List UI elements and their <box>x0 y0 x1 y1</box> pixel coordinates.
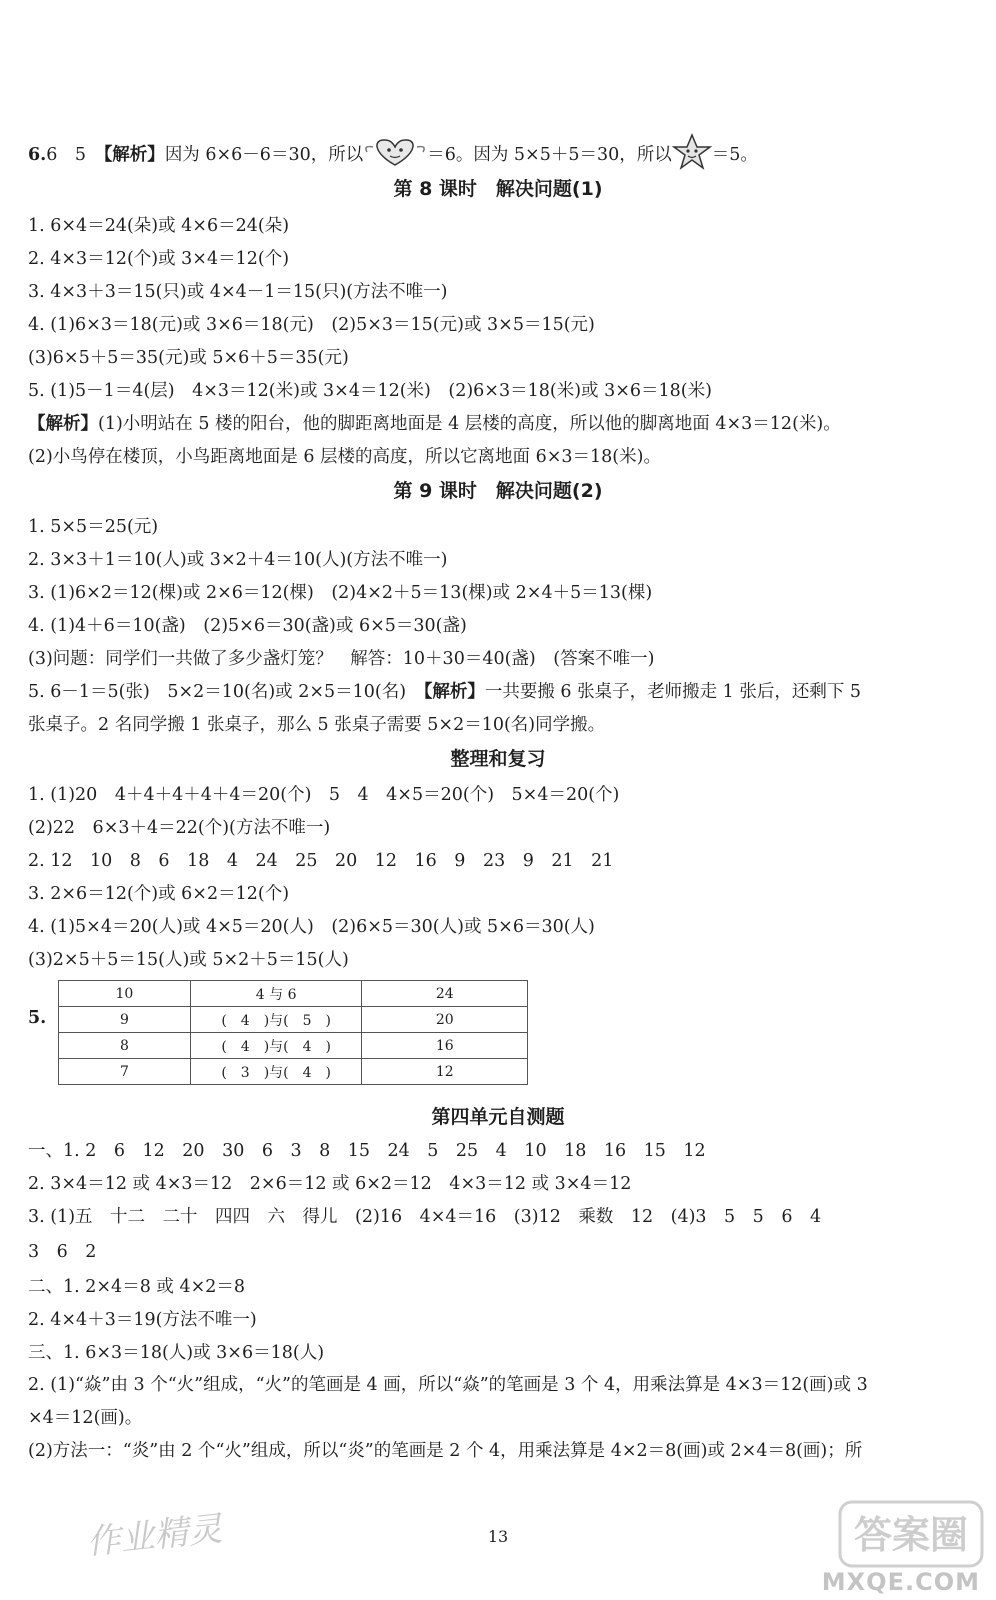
analysis-line <box>28 412 972 436</box>
analysis-tag: 【解析】 <box>28 414 98 434</box>
table-cell: 4 与 6 <box>190 981 362 1007</box>
answer-line: 2. 4×4＋3＝19(方法不唯一) <box>28 1310 257 1330</box>
table-cell: 10 <box>59 981 191 1007</box>
watermark-url: MXQE.COM <box>821 1568 980 1596</box>
answer-line: 1. (1)20 4＋4＋4＋4＋4＝20(个) 5 4 4×5＝20(个) 5×4＝20(个) <box>28 785 620 805</box>
answer-line: 3. 4×3＋3＝15(只)或 4×4－1＝15(只)(方法不唯一) <box>28 282 448 302</box>
table-cell: 20 <box>362 1007 528 1033</box>
answer-line: 5. (1)5－1＝4(层) 4×3＝12(米)或 3×4＝12(米) (2)6×3＝18(米)或 3×6＝18(米) <box>28 381 712 401</box>
answer-line: ×4＝12(画)。 <box>28 1408 143 1428</box>
answer-text: 5. 6－1＝5(张) 5×2＝10(名)或 2×5＝10(名) <box>28 682 424 702</box>
answer-line: (2)22 6×3＋4＝22(个)(方法不唯一) <box>28 818 331 838</box>
answer-line-6 <box>28 132 972 179</box>
answer-line: 2. 12 10 8 6 18 4 24 25 20 12 16 9 23 9 21 21 <box>28 851 614 871</box>
section-title: 整理和复习 <box>450 748 546 770</box>
section-title: 第 8 课时 解决问题(1) <box>393 178 603 200</box>
table-row <box>59 1059 528 1085</box>
analysis-text: 因为 6×6－6＝30，所以 <box>164 145 364 165</box>
answer-line: (2)方法一：“炎”由 2 个“火”组成，所以“炎”的笔画是 2 个 4，用乘法算是 4×2＝8(画)或 2×4＝8(画)；所 <box>28 1441 863 1461</box>
table-cell: 7 <box>59 1059 191 1085</box>
answer-line: (3)2×5＋5＝15(人)或 5×2＋5＝15(人) <box>28 950 349 970</box>
table-cell: 8 <box>59 1033 191 1059</box>
answer-line: 3 6 2 <box>28 1242 97 1262</box>
analysis-text: ＝6。因为 5×5＋5＝30，所以 <box>427 145 672 165</box>
answer-line: (3)6×5＋5＝35(元)或 5×6＋5＝35(元) <box>28 348 349 368</box>
answer-line: 4. (1)4＋6＝10(盏) (2)5×6＝30(盏)或 6×5＝30(盏) <box>28 616 467 636</box>
analysis-line: (2)小鸟停在楼顶，小鸟距离地面是 6 层楼的高度，所以它离地面 6×3＝18(米)。 <box>28 447 661 467</box>
answer-line: 2. 3×4＝12 或 4×3＝12 2×6＝12 或 6×2＝12 4×3＝12 或 3×4＝12 <box>28 1174 632 1194</box>
answer-line: 3. 2×6＝12(个)或 6×2＝12(个) <box>28 884 290 904</box>
table-cell: 16 <box>362 1033 528 1059</box>
answer-line: 2. 3×3＋1＝10(人)或 3×2＋4＝10(人)(方法不唯一) <box>28 550 448 570</box>
answer-line: 3. (1)五 十二 二十 四四 六 得儿 (2)16 4×4＝16 (3)12 乘数 12 (4)3 5 5 6 4 <box>28 1207 822 1227</box>
answer-line: 1. 5×5＝25(元) <box>28 517 159 537</box>
answer-line: 一、1. 2 6 12 20 30 6 3 8 15 24 5 25 4 10 18 16 15 12 <box>28 1141 706 1161</box>
page-number: 13 <box>487 1527 509 1546</box>
watermark-logo-text: 答案圈 <box>853 1513 969 1557</box>
watermark-logo <box>836 1494 986 1572</box>
answer-text: 6 5 <box>46 145 87 165</box>
table-cell: ( 4 )与( 4 ) <box>190 1033 362 1059</box>
answer-line: 2. 4×3＝12(个)或 3×4＝12(个) <box>28 249 290 269</box>
answer-line: 3. (1)6×2＝12(棵)或 2×6＝12(棵) (2)4×2＋5＝13(棵)或 2×4＋5＝13(棵) <box>28 583 653 603</box>
analysis-tag: 【解析】 <box>103 145 165 165</box>
answer-line: (3)问题：同学们一共做了多少盏灯笼？ 解答：10＋30＝40(盏) (答案不唯一) <box>28 649 655 669</box>
answer-line: 三、1. 6×3＝18(人)或 3×6＝18(人) <box>28 1343 325 1363</box>
table-row <box>59 1007 528 1033</box>
answer-line: 4. (1)6×3＝18(元)或 3×6＝18(元) (2)5×3＝15(元)或 3×5＝15(元) <box>28 315 595 335</box>
table-row <box>59 1033 528 1059</box>
answer-line: 二、1. 2×4＝8 或 4×2＝8 <box>28 1277 246 1297</box>
table-cell: 24 <box>362 981 528 1007</box>
question-number: 6. <box>28 145 47 165</box>
answer-line: 1. 6×4＝24(朵)或 4×6＝24(朵) <box>28 216 290 236</box>
table-cell: ( 3 )与( 4 ) <box>190 1059 362 1085</box>
star-face-icon <box>672 132 712 179</box>
analysis-text: 一共要搬 6 张桌子，老师搬走 1 张后，还剩下 5 <box>484 682 862 702</box>
section-title: 第四单元自测题 <box>431 1106 565 1128</box>
table-cell: 12 <box>362 1059 528 1085</box>
answer-line <box>28 680 972 704</box>
section-title: 第 9 课时 解决问题(2) <box>393 480 603 502</box>
answer-line: 4. (1)5×4＝20(人)或 4×5＝20(人) (2)6×5＝30(人)或 5×6＝30(人) <box>28 917 595 937</box>
heart-face-icon <box>363 137 427 174</box>
watermark-bottom-left: 作业精灵 <box>84 1508 225 1563</box>
analysis-tag: 【解析】 <box>423 682 485 702</box>
answer-line: 2. (1)“焱”由 3 个“火”组成，“火”的笔画是 4 画，所以“焱”的笔画是 3 个 4，用乘法算是 4×3＝12(画)或 3 <box>28 1375 868 1395</box>
answer-table <box>58 980 528 1085</box>
analysis-text: ＝5。 <box>711 145 758 165</box>
analysis-text: (1)小明站在 5 楼的阳台，他的脚距离地面是 4 层楼的高度，所以他的脚离地面 4×3＝12(米)。 <box>98 414 841 434</box>
table-cell: 9 <box>59 1007 191 1033</box>
question-number: 5. <box>28 1008 47 1028</box>
table-cell: ( 4 )与( 5 ) <box>190 1007 362 1033</box>
table-row <box>59 981 528 1007</box>
analysis-line: 张桌子。2 名同学搬 1 张桌子，那么 5 张桌子需要 5×2＝10(名)同学搬。 <box>28 715 606 735</box>
